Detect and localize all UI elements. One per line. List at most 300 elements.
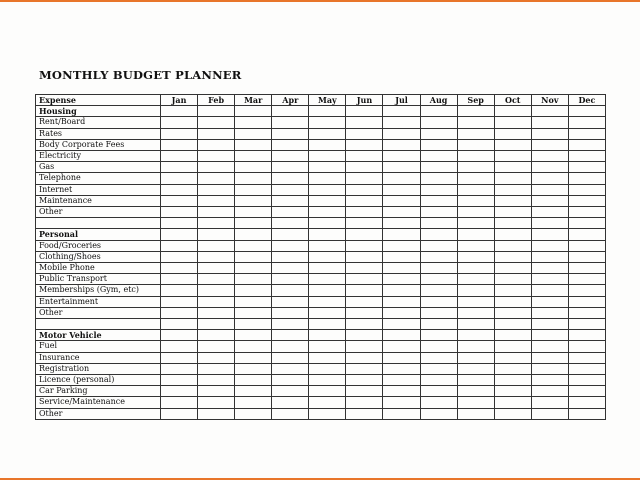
amount-cell[interactable]	[161, 263, 198, 274]
amount-cell[interactable]	[198, 296, 235, 307]
amount-cell[interactable]	[346, 386, 383, 397]
amount-cell[interactable]	[383, 128, 420, 139]
amount-cell[interactable]	[457, 319, 494, 330]
amount-cell[interactable]	[383, 207, 420, 218]
amount-cell[interactable]	[457, 218, 494, 229]
amount-cell[interactable]	[568, 139, 605, 150]
amount-cell[interactable]	[494, 207, 531, 218]
amount-cell[interactable]	[383, 319, 420, 330]
amount-cell[interactable]	[568, 251, 605, 262]
amount-cell[interactable]	[198, 207, 235, 218]
amount-cell[interactable]	[568, 352, 605, 363]
amount-cell[interactable]	[457, 274, 494, 285]
amount-cell[interactable]	[272, 139, 309, 150]
amount-cell[interactable]	[531, 285, 568, 296]
amount-cell[interactable]	[457, 106, 494, 117]
amount-cell[interactable]	[383, 307, 420, 318]
amount-cell[interactable]	[198, 151, 235, 162]
amount-cell[interactable]	[494, 274, 531, 285]
amount-cell[interactable]	[198, 341, 235, 352]
amount-cell[interactable]	[235, 184, 272, 195]
amount-cell[interactable]	[272, 352, 309, 363]
amount-cell[interactable]	[420, 195, 457, 206]
amount-cell[interactable]	[568, 285, 605, 296]
amount-cell[interactable]	[272, 184, 309, 195]
amount-cell[interactable]	[568, 151, 605, 162]
amount-cell[interactable]	[309, 128, 346, 139]
amount-cell[interactable]	[309, 397, 346, 408]
amount-cell[interactable]	[198, 139, 235, 150]
amount-cell[interactable]	[494, 319, 531, 330]
amount-cell[interactable]	[161, 117, 198, 128]
amount-cell[interactable]	[235, 139, 272, 150]
amount-cell[interactable]	[457, 408, 494, 419]
amount-cell[interactable]	[235, 386, 272, 397]
amount-cell[interactable]	[161, 184, 198, 195]
amount-cell[interactable]	[420, 151, 457, 162]
amount-cell[interactable]	[420, 106, 457, 117]
amount-cell[interactable]	[161, 240, 198, 251]
amount-cell[interactable]	[383, 363, 420, 374]
amount-cell[interactable]	[235, 263, 272, 274]
amount-cell[interactable]	[494, 386, 531, 397]
amount-cell[interactable]	[457, 341, 494, 352]
amount-cell[interactable]	[272, 229, 309, 240]
amount-cell[interactable]	[457, 296, 494, 307]
amount-cell[interactable]	[161, 296, 198, 307]
amount-cell[interactable]	[494, 218, 531, 229]
amount-cell[interactable]	[161, 229, 198, 240]
amount-cell[interactable]	[235, 319, 272, 330]
amount-cell[interactable]	[531, 207, 568, 218]
amount-cell[interactable]	[346, 240, 383, 251]
amount-cell[interactable]	[346, 397, 383, 408]
amount-cell[interactable]	[198, 386, 235, 397]
amount-cell[interactable]	[272, 173, 309, 184]
amount-cell[interactable]	[161, 195, 198, 206]
amount-cell[interactable]	[420, 408, 457, 419]
amount-cell[interactable]	[272, 341, 309, 352]
amount-cell[interactable]	[235, 352, 272, 363]
amount-cell[interactable]	[457, 117, 494, 128]
amount-cell[interactable]	[457, 307, 494, 318]
amount-cell[interactable]	[531, 195, 568, 206]
amount-cell[interactable]	[309, 106, 346, 117]
amount-cell[interactable]	[309, 352, 346, 363]
amount-cell[interactable]	[161, 307, 198, 318]
amount-cell[interactable]	[309, 330, 346, 341]
amount-cell[interactable]	[272, 319, 309, 330]
amount-cell[interactable]	[161, 341, 198, 352]
amount-cell[interactable]	[235, 229, 272, 240]
amount-cell[interactable]	[457, 162, 494, 173]
amount-cell[interactable]	[309, 207, 346, 218]
amount-cell[interactable]	[383, 218, 420, 229]
amount-cell[interactable]	[198, 162, 235, 173]
amount-cell[interactable]	[568, 162, 605, 173]
amount-cell[interactable]	[346, 363, 383, 374]
amount-cell[interactable]	[420, 251, 457, 262]
amount-cell[interactable]	[531, 162, 568, 173]
amount-cell[interactable]	[161, 363, 198, 374]
amount-cell[interactable]	[272, 397, 309, 408]
amount-cell[interactable]	[494, 397, 531, 408]
amount-cell[interactable]	[346, 263, 383, 274]
amount-cell[interactable]	[309, 363, 346, 374]
amount-cell[interactable]	[309, 151, 346, 162]
amount-cell[interactable]	[457, 263, 494, 274]
amount-cell[interactable]	[383, 408, 420, 419]
amount-cell[interactable]	[457, 363, 494, 374]
amount-cell[interactable]	[346, 184, 383, 195]
amount-cell[interactable]	[531, 184, 568, 195]
amount-cell[interactable]	[531, 296, 568, 307]
amount-cell[interactable]	[531, 251, 568, 262]
amount-cell[interactable]	[531, 352, 568, 363]
amount-cell[interactable]	[309, 162, 346, 173]
amount-cell[interactable]	[531, 408, 568, 419]
amount-cell[interactable]	[161, 139, 198, 150]
amount-cell[interactable]	[161, 285, 198, 296]
amount-cell[interactable]	[235, 375, 272, 386]
amount-cell[interactable]	[309, 195, 346, 206]
amount-cell[interactable]	[420, 274, 457, 285]
amount-cell[interactable]	[235, 106, 272, 117]
amount-cell[interactable]	[457, 207, 494, 218]
amount-cell[interactable]	[161, 106, 198, 117]
amount-cell[interactable]	[457, 229, 494, 240]
amount-cell[interactable]	[420, 117, 457, 128]
amount-cell[interactable]	[494, 151, 531, 162]
amount-cell[interactable]	[531, 139, 568, 150]
amount-cell[interactable]	[494, 263, 531, 274]
amount-cell[interactable]	[346, 151, 383, 162]
amount-cell[interactable]	[383, 386, 420, 397]
amount-cell[interactable]	[272, 408, 309, 419]
amount-cell[interactable]	[568, 207, 605, 218]
amount-cell[interactable]	[383, 151, 420, 162]
amount-cell[interactable]	[272, 363, 309, 374]
amount-cell[interactable]	[198, 408, 235, 419]
amount-cell[interactable]	[383, 397, 420, 408]
amount-cell[interactable]	[198, 263, 235, 274]
amount-cell[interactable]	[235, 207, 272, 218]
amount-cell[interactable]	[568, 240, 605, 251]
amount-cell[interactable]	[531, 319, 568, 330]
amount-cell[interactable]	[457, 151, 494, 162]
amount-cell[interactable]	[494, 106, 531, 117]
amount-cell[interactable]	[161, 251, 198, 262]
amount-cell[interactable]	[531, 307, 568, 318]
amount-cell[interactable]	[494, 341, 531, 352]
amount-cell[interactable]	[272, 117, 309, 128]
amount-cell[interactable]	[383, 341, 420, 352]
amount-cell[interactable]	[420, 184, 457, 195]
amount-cell[interactable]	[531, 229, 568, 240]
amount-cell[interactable]	[309, 218, 346, 229]
amount-cell[interactable]	[420, 363, 457, 374]
amount-cell[interactable]	[346, 117, 383, 128]
amount-cell[interactable]	[309, 139, 346, 150]
amount-cell[interactable]	[272, 195, 309, 206]
amount-cell[interactable]	[198, 229, 235, 240]
amount-cell[interactable]	[346, 218, 383, 229]
amount-cell[interactable]	[346, 285, 383, 296]
amount-cell[interactable]	[272, 274, 309, 285]
amount-cell[interactable]	[420, 397, 457, 408]
amount-cell[interactable]	[383, 285, 420, 296]
amount-cell[interactable]	[420, 319, 457, 330]
amount-cell[interactable]	[235, 363, 272, 374]
amount-cell[interactable]	[272, 207, 309, 218]
amount-cell[interactable]	[494, 363, 531, 374]
amount-cell[interactable]	[198, 117, 235, 128]
amount-cell[interactable]	[309, 229, 346, 240]
amount-cell[interactable]	[568, 307, 605, 318]
amount-cell[interactable]	[494, 162, 531, 173]
amount-cell[interactable]	[309, 274, 346, 285]
amount-cell[interactable]	[161, 207, 198, 218]
amount-cell[interactable]	[309, 341, 346, 352]
amount-cell[interactable]	[198, 106, 235, 117]
amount-cell[interactable]	[420, 173, 457, 184]
amount-cell[interactable]	[383, 117, 420, 128]
amount-cell[interactable]	[457, 184, 494, 195]
amount-cell[interactable]	[531, 397, 568, 408]
amount-cell[interactable]	[346, 319, 383, 330]
amount-cell[interactable]	[457, 240, 494, 251]
amount-cell[interactable]	[568, 319, 605, 330]
amount-cell[interactable]	[420, 296, 457, 307]
amount-cell[interactable]	[346, 207, 383, 218]
amount-cell[interactable]	[568, 184, 605, 195]
amount-cell[interactable]	[272, 128, 309, 139]
amount-cell[interactable]	[383, 375, 420, 386]
amount-cell[interactable]	[494, 330, 531, 341]
amount-cell[interactable]	[383, 229, 420, 240]
amount-cell[interactable]	[346, 229, 383, 240]
amount-cell[interactable]	[346, 251, 383, 262]
amount-cell[interactable]	[420, 128, 457, 139]
amount-cell[interactable]	[420, 386, 457, 397]
amount-cell[interactable]	[272, 330, 309, 341]
amount-cell[interactable]	[235, 195, 272, 206]
amount-cell[interactable]	[457, 386, 494, 397]
amount-cell[interactable]	[420, 307, 457, 318]
amount-cell[interactable]	[198, 240, 235, 251]
amount-cell[interactable]	[161, 375, 198, 386]
amount-cell[interactable]	[235, 251, 272, 262]
amount-cell[interactable]	[161, 330, 198, 341]
amount-cell[interactable]	[568, 408, 605, 419]
amount-cell[interactable]	[420, 229, 457, 240]
amount-cell[interactable]	[235, 240, 272, 251]
amount-cell[interactable]	[161, 319, 198, 330]
amount-cell[interactable]	[272, 307, 309, 318]
amount-cell[interactable]	[494, 296, 531, 307]
amount-cell[interactable]	[198, 195, 235, 206]
amount-cell[interactable]	[235, 151, 272, 162]
amount-cell[interactable]	[161, 386, 198, 397]
amount-cell[interactable]	[346, 128, 383, 139]
amount-cell[interactable]	[198, 330, 235, 341]
amount-cell[interactable]	[272, 240, 309, 251]
amount-cell[interactable]	[531, 363, 568, 374]
amount-cell[interactable]	[309, 251, 346, 262]
amount-cell[interactable]	[346, 352, 383, 363]
amount-cell[interactable]	[309, 263, 346, 274]
amount-cell[interactable]	[383, 139, 420, 150]
amount-cell[interactable]	[568, 397, 605, 408]
amount-cell[interactable]	[494, 139, 531, 150]
amount-cell[interactable]	[272, 386, 309, 397]
amount-cell[interactable]	[383, 251, 420, 262]
amount-cell[interactable]	[531, 106, 568, 117]
amount-cell[interactable]	[420, 162, 457, 173]
amount-cell[interactable]	[531, 128, 568, 139]
amount-cell[interactable]	[235, 162, 272, 173]
amount-cell[interactable]	[198, 251, 235, 262]
amount-cell[interactable]	[346, 106, 383, 117]
amount-cell[interactable]	[346, 330, 383, 341]
amount-cell[interactable]	[494, 408, 531, 419]
amount-cell[interactable]	[235, 307, 272, 318]
amount-cell[interactable]	[272, 151, 309, 162]
amount-cell[interactable]	[235, 341, 272, 352]
amount-cell[interactable]	[235, 285, 272, 296]
amount-cell[interactable]	[309, 386, 346, 397]
amount-cell[interactable]	[235, 274, 272, 285]
amount-cell[interactable]	[457, 128, 494, 139]
amount-cell[interactable]	[309, 296, 346, 307]
amount-cell[interactable]	[198, 173, 235, 184]
amount-cell[interactable]	[272, 263, 309, 274]
amount-cell[interactable]	[420, 240, 457, 251]
amount-cell[interactable]	[420, 330, 457, 341]
amount-cell[interactable]	[531, 375, 568, 386]
amount-cell[interactable]	[383, 263, 420, 274]
amount-cell[interactable]	[309, 408, 346, 419]
amount-cell[interactable]	[346, 307, 383, 318]
amount-cell[interactable]	[494, 117, 531, 128]
amount-cell[interactable]	[531, 263, 568, 274]
amount-cell[interactable]	[568, 128, 605, 139]
amount-cell[interactable]	[568, 341, 605, 352]
amount-cell[interactable]	[531, 386, 568, 397]
amount-cell[interactable]	[531, 151, 568, 162]
amount-cell[interactable]	[457, 195, 494, 206]
amount-cell[interactable]	[272, 296, 309, 307]
amount-cell[interactable]	[420, 375, 457, 386]
amount-cell[interactable]	[383, 195, 420, 206]
amount-cell[interactable]	[198, 184, 235, 195]
amount-cell[interactable]	[420, 285, 457, 296]
amount-cell[interactable]	[309, 117, 346, 128]
amount-cell[interactable]	[346, 173, 383, 184]
amount-cell[interactable]	[198, 363, 235, 374]
amount-cell[interactable]	[309, 375, 346, 386]
amount-cell[interactable]	[198, 218, 235, 229]
amount-cell[interactable]	[198, 375, 235, 386]
amount-cell[interactable]	[531, 341, 568, 352]
amount-cell[interactable]	[494, 173, 531, 184]
amount-cell[interactable]	[383, 296, 420, 307]
amount-cell[interactable]	[383, 162, 420, 173]
amount-cell[interactable]	[383, 173, 420, 184]
amount-cell[interactable]	[346, 341, 383, 352]
amount-cell[interactable]	[568, 274, 605, 285]
amount-cell[interactable]	[235, 330, 272, 341]
amount-cell[interactable]	[346, 408, 383, 419]
amount-cell[interactable]	[272, 218, 309, 229]
amount-cell[interactable]	[161, 408, 198, 419]
amount-cell[interactable]	[346, 274, 383, 285]
amount-cell[interactable]	[494, 375, 531, 386]
amount-cell[interactable]	[272, 162, 309, 173]
amount-cell[interactable]	[457, 375, 494, 386]
amount-cell[interactable]	[235, 296, 272, 307]
amount-cell[interactable]	[309, 319, 346, 330]
amount-cell[interactable]	[272, 375, 309, 386]
amount-cell[interactable]	[531, 330, 568, 341]
amount-cell[interactable]	[198, 319, 235, 330]
amount-cell[interactable]	[309, 240, 346, 251]
amount-cell[interactable]	[235, 408, 272, 419]
amount-cell[interactable]	[161, 162, 198, 173]
amount-cell[interactable]	[457, 139, 494, 150]
amount-cell[interactable]	[383, 240, 420, 251]
amount-cell[interactable]	[568, 195, 605, 206]
amount-cell[interactable]	[568, 375, 605, 386]
amount-cell[interactable]	[568, 218, 605, 229]
amount-cell[interactable]	[346, 375, 383, 386]
amount-cell[interactable]	[568, 229, 605, 240]
amount-cell[interactable]	[161, 397, 198, 408]
amount-cell[interactable]	[309, 285, 346, 296]
amount-cell[interactable]	[383, 274, 420, 285]
amount-cell[interactable]	[457, 251, 494, 262]
amount-cell[interactable]	[346, 162, 383, 173]
amount-cell[interactable]	[198, 307, 235, 318]
amount-cell[interactable]	[494, 128, 531, 139]
amount-cell[interactable]	[531, 240, 568, 251]
amount-cell[interactable]	[420, 263, 457, 274]
amount-cell[interactable]	[531, 173, 568, 184]
amount-cell[interactable]	[568, 106, 605, 117]
amount-cell[interactable]	[383, 352, 420, 363]
amount-cell[interactable]	[272, 106, 309, 117]
amount-cell[interactable]	[420, 218, 457, 229]
amount-cell[interactable]	[309, 173, 346, 184]
amount-cell[interactable]	[457, 397, 494, 408]
amount-cell[interactable]	[494, 285, 531, 296]
amount-cell[interactable]	[531, 117, 568, 128]
amount-cell[interactable]	[346, 296, 383, 307]
amount-cell[interactable]	[346, 139, 383, 150]
amount-cell[interactable]	[161, 151, 198, 162]
amount-cell[interactable]	[568, 363, 605, 374]
amount-cell[interactable]	[198, 128, 235, 139]
amount-cell[interactable]	[383, 106, 420, 117]
amount-cell[interactable]	[161, 352, 198, 363]
amount-cell[interactable]	[568, 263, 605, 274]
amount-cell[interactable]	[568, 330, 605, 341]
amount-cell[interactable]	[309, 307, 346, 318]
amount-cell[interactable]	[457, 330, 494, 341]
amount-cell[interactable]	[272, 251, 309, 262]
amount-cell[interactable]	[235, 173, 272, 184]
amount-cell[interactable]	[198, 397, 235, 408]
